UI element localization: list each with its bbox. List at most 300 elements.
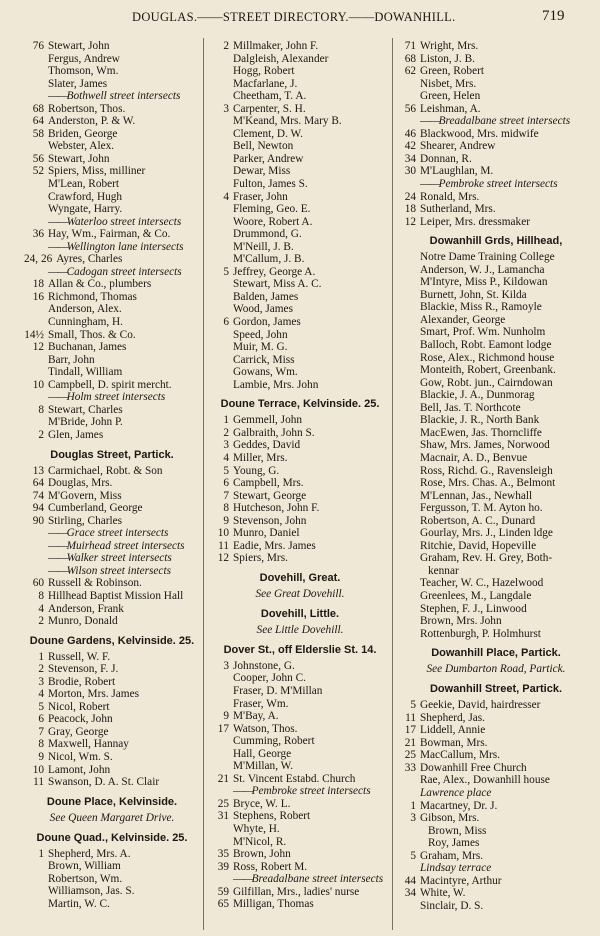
house-number: 56 [32, 152, 44, 165]
street-heading: Dowanhill Street, Partick. [429, 683, 563, 696]
intersection-note [24, 565, 200, 578]
house-number: 16 [32, 290, 44, 303]
house-number: 25 [217, 797, 229, 810]
house-number: 65 [217, 898, 229, 911]
resident-name: Bell, Jas. T. Northcote [420, 401, 521, 414]
resident-name: Gowans, Wm. [233, 366, 298, 379]
resident-name: Buchanan, James [48, 341, 127, 354]
directory-entry [209, 810, 391, 823]
resident-name: Balloch, Robt. Eamont lodge [420, 339, 552, 352]
house-number: 9 [223, 514, 229, 527]
directory-entry [396, 603, 596, 616]
directory-entry [209, 685, 391, 698]
directory-entry [396, 465, 596, 478]
house-number: 6 [38, 713, 44, 726]
directory-entry [396, 515, 596, 528]
intersection-text: —— Pembroke street intersects [420, 178, 558, 190]
resident-name: Campbell, Mrs. [233, 477, 304, 490]
directory-entry [24, 354, 200, 367]
directory-entry [396, 628, 596, 641]
resident-name: Ross, Robert M. [233, 860, 308, 873]
resident-name: Green, Helen [420, 90, 481, 103]
resident-name: Gow, Robt. jun., Cairndowan [420, 376, 553, 389]
resident-name: M'Callum, J. B. [233, 253, 305, 266]
resident-name: Nicol, Wm. S. [48, 750, 113, 763]
house-number: 18 [404, 203, 416, 216]
running-title: DOUGLAS.——STREET DIRECTORY.——DOWANHILL. [132, 10, 456, 24]
directory-entry [396, 590, 596, 603]
resident-name: Milligan, Thomas [233, 898, 314, 911]
directory-entry [396, 502, 596, 515]
resident-name: Wood, James [233, 303, 293, 316]
resident-name: Parker, Andrew [233, 152, 304, 165]
resident-name: Fergus, Andrew [48, 52, 120, 65]
house-number: 12 [32, 341, 44, 354]
resident-name: Macintyre, Arthur [420, 874, 502, 887]
resident-name: Clement, D. W. [233, 127, 303, 140]
directory-entry [24, 103, 200, 116]
page-header [0, 10, 600, 32]
directory-entry [24, 40, 200, 53]
resident-name: Thomson, Wm. [48, 65, 119, 78]
house-number: 5 [223, 265, 229, 278]
resident-name: Brown, John [233, 848, 291, 861]
house-number: 74 [32, 489, 44, 502]
resident-name: Leiper, Mrs. dressmaker [420, 215, 530, 228]
house-number: 1 [38, 650, 44, 663]
house-number: 8 [38, 589, 44, 602]
resident-name: Hay, Wm., Fairman, & Co. [48, 228, 171, 241]
resident-name: Millmaker, John F. [233, 40, 319, 52]
resident-name: Carmichael, Robt. & Son [48, 464, 163, 477]
house-number: 94 [32, 502, 44, 515]
house-number: 34 [404, 887, 416, 900]
directory-entry [396, 737, 596, 750]
street-heading: Doune Quad., Kelvinside. 25. [36, 831, 188, 844]
resident-name: M'Millan, W. [233, 760, 294, 773]
resident-name: Webster, Alex. [48, 140, 115, 153]
resident-name: Fleming, Geo. E. [233, 203, 311, 216]
intersection-note [24, 552, 200, 565]
resident-name: Munro, Daniel [233, 527, 300, 540]
resident-name: Gourlay, Mrs. J., Linden ldge [420, 527, 553, 540]
resident-name: Leishman, A. [420, 102, 481, 115]
resident-name: Fergusson, T. M. Ayton ho. [420, 502, 543, 515]
resident-name: Young, G. [233, 464, 280, 477]
see-reference: See Dumbarton Road, Partick. [426, 663, 566, 676]
resident-name: Shaw, Mrs. James, Norwood [420, 439, 550, 452]
resident-name: Bryce, W. L. [233, 797, 291, 810]
directory-entry [24, 651, 200, 664]
street-heading: Dover St., off Elderslie St. 14. [223, 643, 377, 656]
resident-name: Russell, W. F. [48, 650, 111, 663]
resident-name: St. Vincent Estabd. Church [233, 772, 356, 785]
house-number: 2 [38, 428, 44, 441]
resident-name: Whyte, H. [233, 822, 280, 835]
resident-name: M'Lean, Robert [48, 178, 120, 191]
street-heading: Doune Terrace, Kelvinside. 25. [220, 398, 380, 411]
resident-name: M'Keand, Mrs. Mary B. [233, 115, 342, 128]
resident-name: Macnair, A. D., Benvue [420, 451, 528, 464]
resident-name: Smart, Prof. Wm. Nunholm [420, 326, 546, 339]
resident-name: Morton, Mrs. James [48, 688, 139, 701]
intersection-text: —— Walker street intersects [48, 552, 172, 564]
directory-entry [209, 490, 391, 503]
house-number: 5 [410, 849, 416, 862]
directory-column-3 [396, 40, 596, 912]
resident-name: Galbraith, John S. [233, 426, 315, 439]
resident-name: Gordon, James [233, 316, 301, 329]
directory-entry [396, 887, 596, 900]
resident-name: Campbell, D. spirit mercht. [48, 378, 172, 391]
resident-name: Small, Thos. & Co. [48, 328, 136, 341]
directory-entry [209, 90, 391, 103]
resident-name: M'Nicol, R. [233, 835, 287, 848]
house-number: 14½ [24, 328, 44, 341]
resident-name: Barr, John [48, 353, 95, 366]
column-divider [392, 38, 393, 930]
intersection-text: —— Bothwell street intersects [48, 90, 180, 102]
directory-entry [396, 825, 596, 838]
directory-entry [209, 552, 391, 565]
directory-entry [24, 688, 200, 701]
see-reference: See Great Dovehill. [255, 587, 345, 600]
directory-entry [396, 850, 596, 863]
directory-entry [24, 663, 200, 676]
intersection-text: —— Wellington lane intersects [48, 241, 184, 253]
intersection-text: —— Muirhead street intersects [48, 540, 185, 552]
resident-name: Liston, J. B. [420, 52, 475, 65]
house-number: 24, 26 [24, 253, 53, 266]
directory-entry [24, 379, 200, 392]
resident-name: Hall, George [233, 747, 292, 760]
directory-entry [209, 660, 391, 673]
resident-name: Bell, Newton [233, 140, 294, 153]
resident-name: Martin, W. C. [48, 897, 110, 910]
directory-entry [24, 203, 200, 216]
directory-entry [209, 278, 391, 291]
resident-name: Lambie, Mrs. John [233, 378, 319, 391]
house-number: 4 [223, 451, 229, 464]
directory-entry [396, 452, 596, 465]
house-number: 1 [410, 799, 416, 812]
house-number: 36 [32, 228, 44, 241]
house-number: 21 [404, 736, 416, 749]
directory-entry [396, 314, 596, 327]
resident-name: Miller, Mrs. [233, 451, 288, 464]
directory-entry [209, 836, 391, 849]
house-number: 1 [223, 414, 229, 427]
resident-name: Gemmell, John [233, 414, 303, 427]
resident-name: M'Neill, J. B. [233, 240, 294, 253]
directory-entry [24, 713, 200, 726]
resident-name: Cheetham, T. A. [233, 90, 307, 103]
resident-name: Stewart, Charles [48, 403, 123, 416]
resident-name: Gibson, Mrs. [420, 812, 480, 825]
directory-entry [24, 291, 200, 304]
directory-entry [396, 326, 596, 339]
resident-name: Fraser, Wm. [233, 697, 289, 710]
directory-entry [209, 886, 391, 899]
directory-entry [24, 726, 200, 739]
directory-entry [396, 389, 596, 402]
resident-name: Greenlees, M., Langdale [420, 589, 532, 602]
directory-entry [24, 577, 200, 590]
house-number: 17 [404, 724, 416, 737]
directory-entry [209, 898, 391, 911]
resident-name: Stephens, Robert [233, 810, 311, 823]
resident-name: MacCallum, Mrs. [420, 749, 501, 762]
directory-entry [209, 672, 391, 685]
resident-name: Douglas, Mrs. [48, 477, 113, 490]
directory-entry [209, 379, 391, 392]
resident-name: Hutcheson, John F. [233, 502, 320, 515]
directory-entry [396, 191, 596, 204]
directory-entry [396, 699, 596, 712]
directory-entry [396, 251, 596, 264]
directory-entry [396, 40, 596, 53]
house-number: 59 [217, 885, 229, 898]
house-number: 39 [217, 860, 229, 873]
house-number: 2 [223, 426, 229, 439]
resident-name: Munro, Donald [48, 615, 118, 628]
resident-name: Spiers, Mrs. [233, 552, 288, 565]
directory-entry [209, 303, 391, 316]
directory-entry [396, 90, 596, 103]
resident-name: Speed, John [233, 328, 288, 341]
directory-entry [396, 427, 596, 440]
resident-name: Geddes, David [233, 439, 301, 452]
directory-entry [209, 316, 391, 329]
house-number: 56 [404, 102, 416, 115]
directory-entry [396, 264, 596, 277]
directory-entry [24, 590, 200, 603]
resident-name: Stevenson, John [233, 514, 307, 527]
house-number: 9 [223, 710, 229, 723]
resident-name: MacEwen, Jas. Thorncliffe [420, 426, 542, 439]
directory-entry [24, 278, 200, 291]
sub-place-label: Lindsay terrace [420, 862, 492, 875]
directory-entry [396, 565, 596, 578]
directory-entry [24, 366, 200, 379]
resident-name: Ritchie, David, Hopeville [420, 539, 537, 552]
resident-name: Graham, Rev. H. Grey, Both- [420, 552, 553, 565]
house-number: 8 [223, 502, 229, 515]
house-number: 52 [32, 165, 44, 178]
resident-name: Jeffrey, George A. [233, 265, 316, 278]
resident-name: Anderson, Alex. [48, 303, 122, 316]
resident-name: Stewart, Miss A. C. [233, 278, 322, 291]
directory-entry [24, 316, 200, 329]
house-number: 25 [404, 749, 416, 762]
house-number: 12 [404, 215, 416, 228]
directory-entry [209, 153, 391, 166]
directory-entry [209, 540, 391, 553]
resident-name: Cumming, Robert [233, 735, 315, 748]
directory-entry [24, 848, 200, 861]
directory-column-1 [24, 40, 200, 910]
resident-name: White, W. [420, 887, 466, 900]
intersection-text: —— Breadalbane street intersects [233, 873, 383, 885]
directory-entry [209, 735, 391, 748]
directory-entry [24, 676, 200, 689]
house-number: 33 [404, 761, 416, 774]
directory-entry [209, 103, 391, 116]
directory-entry [24, 860, 200, 873]
resident-name: Russell & Robinson. [48, 577, 142, 590]
intersection-text: —— Cadogan street intersects [48, 266, 182, 278]
directory-entry [24, 140, 200, 153]
directory-entry [24, 178, 200, 191]
resident-name: Robertson, A. C., Dunard [420, 514, 536, 527]
house-number: 76 [32, 40, 44, 52]
house-number: 31 [217, 810, 229, 823]
directory-entry [209, 773, 391, 786]
resident-name: Woore, Robert A. [233, 215, 313, 228]
street-heading: Douglas Street, Partick. [50, 448, 174, 461]
resident-name: Anderson, W. J., Lamancha [420, 263, 545, 276]
intersection-text: —— Wilson street intersects [48, 565, 171, 577]
directory-entry [209, 698, 391, 711]
house-number: 62 [404, 65, 416, 78]
resident-name: Hogg, Robert [233, 65, 295, 78]
resident-name: Monteith, Robert, Greenbank. [420, 364, 556, 377]
resident-name: Stewart, John [48, 152, 110, 165]
resident-name: Cunningham, H. [48, 316, 123, 329]
directory-entry [396, 377, 596, 390]
directory-entry [209, 427, 391, 440]
directory-entry [24, 603, 200, 616]
resident-name: Burnett, John, St. Kilda [420, 288, 527, 301]
resident-name: Liddell, Annie [420, 724, 486, 737]
directory-entry [396, 103, 596, 116]
house-number: 2 [38, 615, 44, 628]
resident-name: Geekie, David, hairdresser [420, 699, 541, 712]
directory-entry [209, 228, 391, 241]
resident-name: Rottenburgh, P. Holmhurst [420, 627, 541, 640]
directory-entry [396, 712, 596, 725]
resident-name: Macartney, Dr. J. [420, 799, 498, 812]
directory-entry [24, 751, 200, 764]
directory-entry [209, 723, 391, 736]
directory-entry [209, 329, 391, 342]
directory-entry [24, 416, 200, 429]
directory-entry [396, 203, 596, 216]
intersection-note [209, 873, 391, 886]
house-number: 5 [38, 700, 44, 713]
directory-entry [396, 216, 596, 229]
resident-name: Stirling, Charles [48, 514, 123, 527]
resident-name: Shepherd, Mrs. A. [48, 847, 131, 860]
house-number: 9 [38, 750, 44, 763]
resident-name: Anderson, Frank [48, 602, 124, 615]
resident-name: Brown, William [48, 860, 121, 873]
resident-name: Robertson, Wm. [48, 872, 123, 885]
resident-name: M'Lennan, Jas., Newhall [420, 489, 533, 502]
house-number: 30 [404, 165, 416, 178]
resident-name: Briden, George [48, 127, 118, 140]
directory-entry [209, 465, 391, 478]
directory-entry [209, 760, 391, 773]
directory-entry [24, 341, 200, 354]
intersection-text: —— Waterloo street intersects [48, 216, 181, 228]
house-number: 4 [38, 602, 44, 615]
directory-entry [209, 128, 391, 141]
intersection-note [24, 527, 200, 540]
house-number: 68 [32, 102, 44, 115]
house-number: 4 [223, 190, 229, 203]
directory-entry [396, 414, 596, 427]
house-number: 64 [32, 477, 44, 490]
resident-name: Shearer, Andrew [420, 140, 496, 153]
directory-entry [209, 354, 391, 367]
directory-entry [24, 153, 200, 166]
directory-entry [396, 900, 596, 913]
resident-name: Notre Dame Training College [420, 251, 555, 264]
directory-entry [209, 861, 391, 874]
directory-entry [396, 301, 596, 314]
directory-entry [209, 241, 391, 254]
resident-name: Fulton, James S. [233, 178, 308, 191]
directory-entry [24, 477, 200, 490]
directory-entry [209, 452, 391, 465]
directory-entry [24, 253, 200, 266]
intersection-text: —— Holm street intersects [48, 391, 165, 403]
resident-name: Lamont, John [48, 763, 111, 776]
resident-name: Nicol, Robert [48, 700, 110, 713]
resident-name: Carrick, Miss [233, 353, 295, 366]
house-number: 5 [223, 464, 229, 477]
resident-name: Brown, Mrs. John [420, 615, 502, 628]
resident-name: Wyngate, Harry. [48, 203, 123, 216]
intersection-note [24, 90, 200, 103]
resident-name: Sutherland, Mrs. [420, 203, 496, 216]
resident-name: Glen, James [48, 428, 104, 441]
house-number: 4 [38, 688, 44, 701]
sub-place-label: Lawrence place [420, 786, 492, 799]
resident-name: Bowman, Mrs. [420, 736, 488, 749]
directory-entry [209, 341, 391, 354]
house-number: 3 [410, 812, 416, 825]
house-number: 1 [38, 847, 44, 860]
resident-name: M'Laughlan, M. [420, 165, 494, 178]
directory-entry [396, 276, 596, 289]
house-number: 2 [38, 663, 44, 676]
resident-name: Ross, Richd. G., Ravensleigh [420, 464, 553, 477]
resident-name: Crawford, Hugh [48, 190, 123, 203]
directory-entry [209, 527, 391, 540]
resident-name: Watson, Thos. [233, 722, 298, 735]
house-number: 6 [223, 477, 229, 490]
resident-name: Rae, Alex., Dowanhill house [420, 774, 550, 787]
resident-name: Muir, M. G. [233, 341, 288, 354]
directory-entry [396, 339, 596, 352]
house-number: 3 [38, 675, 44, 688]
directory-entry [396, 78, 596, 91]
directory-entry [209, 515, 391, 528]
house-number: 11 [33, 776, 44, 789]
directory-entry [209, 477, 391, 490]
street-heading: Dowanhill Place, Partick. [431, 647, 561, 660]
directory-entry [396, 577, 596, 590]
house-number: 13 [32, 464, 44, 477]
directory-entry [396, 289, 596, 302]
directory-entry [24, 404, 200, 417]
resident-name: Robertson, Thos. [48, 102, 126, 115]
resident-name: Blackie, J. A., Dunmorag [420, 389, 535, 402]
directory-entry [396, 875, 596, 888]
directory-entry [24, 502, 200, 515]
